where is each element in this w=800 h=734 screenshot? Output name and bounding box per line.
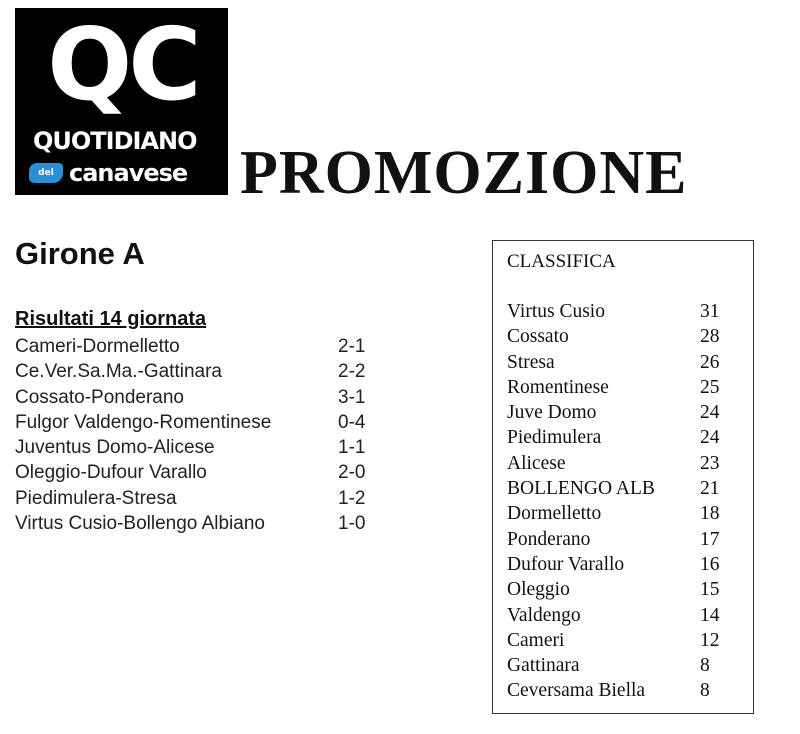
standings-list: [507, 299, 720, 704]
quotidiano-canavese-logo: [15, 8, 228, 195]
team-points: 21: [700, 478, 720, 500]
result-row: [15, 486, 365, 511]
match-name: Oleggio-Dufour Varallo: [15, 462, 207, 484]
team-points: 15: [700, 579, 720, 601]
standings-row: [507, 451, 720, 476]
match-name: Ce.Ver.Sa.Ma.-Gattinara: [15, 361, 222, 383]
match-score: 1-1: [338, 437, 366, 459]
match-score: 1-0: [338, 513, 366, 535]
team-points: 8: [700, 680, 710, 702]
standings-row: [507, 350, 720, 375]
team-name: Valdengo: [507, 604, 581, 626]
result-row: [15, 460, 365, 485]
standings-row: [507, 375, 720, 400]
standings-row: [507, 425, 720, 450]
standings-row: [507, 577, 720, 602]
standings-row: [507, 299, 720, 324]
team-points: 12: [700, 629, 720, 651]
team-name: Cameri: [507, 629, 565, 651]
result-row: [15, 435, 365, 460]
match-name: Juventus Domo-Alicese: [15, 437, 215, 459]
team-points: 18: [700, 503, 720, 525]
logo-line2: canavese: [69, 159, 188, 187]
team-name: Ceversama Biella: [507, 680, 646, 702]
team-points: 25: [700, 376, 720, 398]
standings-row: [507, 678, 720, 703]
logo-badge: del: [29, 163, 63, 183]
match-score: 0-4: [338, 411, 366, 433]
results-list: [15, 334, 365, 536]
match-score: 1-2: [338, 487, 366, 509]
result-row: [15, 385, 365, 410]
team-points: 26: [700, 351, 720, 373]
team-points: 24: [700, 402, 720, 424]
match-name: Cameri-Dormelletto: [15, 336, 180, 357]
standings-row: [507, 400, 720, 425]
team-name: Gattinara: [507, 655, 580, 677]
team-name: Dufour Varallo: [507, 553, 625, 575]
match-name: Virtus Cusio-Bollengo Albiano: [15, 513, 265, 535]
team-name: Oleggio: [507, 579, 570, 601]
result-row: [15, 359, 365, 384]
group-heading: Girone A: [15, 236, 145, 271]
result-row: [15, 410, 365, 435]
team-points: 16: [700, 553, 720, 575]
logo-line1: QUOTIDIANO: [33, 127, 197, 155]
match-score: 2-2: [338, 361, 366, 383]
team-points: 28: [700, 326, 720, 348]
standings-row: [507, 501, 720, 526]
match-score: 2-0: [338, 462, 366, 484]
team-points: 24: [700, 427, 720, 449]
standings-row: [507, 603, 720, 628]
standings-row: [507, 476, 720, 501]
standings-row: [507, 628, 720, 653]
standings-row: [507, 527, 720, 552]
team-name: Dormelletto: [507, 503, 602, 525]
standings-heading: CLASSIFICA: [507, 251, 616, 272]
match-name: Fulgor Valdengo-Romentinese: [15, 411, 272, 433]
team-name: Juve Domo: [507, 402, 597, 424]
logo-qc: QC: [47, 6, 198, 123]
results-heading: Risultati 14 giornata: [15, 308, 207, 330]
match-score: 2-1: [338, 336, 366, 357]
match-name: Piedimulera-Stresa: [15, 487, 177, 509]
team-name: Romentinese: [507, 376, 609, 398]
result-row: [15, 511, 365, 536]
team-name: Cossato: [507, 326, 569, 348]
team-name: BOLLENGO ALB: [507, 478, 655, 500]
team-name: Virtus Cusio: [507, 301, 605, 322]
team-points: 23: [700, 452, 720, 474]
standings-box: [492, 240, 754, 714]
match-score: 3-1: [338, 386, 366, 408]
team-name: Stresa: [507, 351, 555, 373]
page-title: PROMOZIONE: [240, 139, 688, 207]
team-points: 31: [700, 301, 720, 322]
standings-row: [507, 324, 720, 349]
match-name: Cossato-Ponderano: [15, 386, 184, 408]
team-name: Piedimulera: [507, 427, 602, 449]
team-points: 14: [700, 604, 720, 626]
team-points: 8: [700, 655, 710, 677]
team-points: 17: [700, 528, 720, 550]
team-name: Alicese: [507, 452, 566, 474]
standings-row: [507, 552, 720, 577]
standings-row: [507, 653, 720, 678]
result-row: [15, 334, 365, 359]
team-name: Ponderano: [507, 528, 591, 550]
